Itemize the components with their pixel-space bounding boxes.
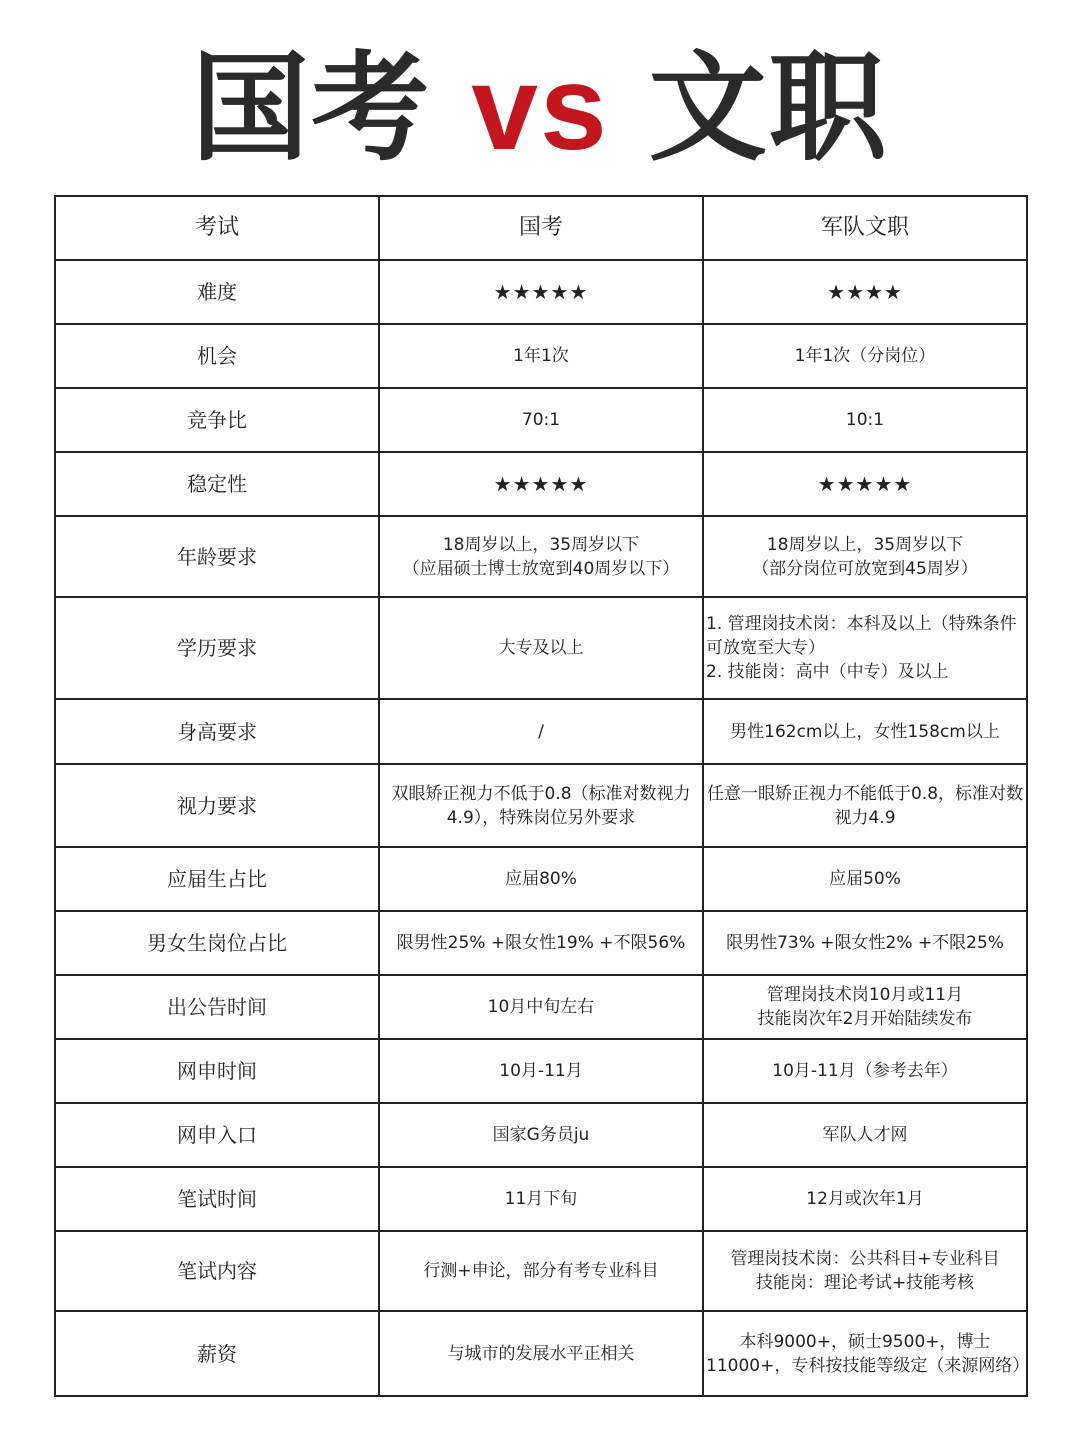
- table-row: [55, 764, 1027, 847]
- wenzhi-cell: 限男性73% +限女性2% +不限25%: [703, 911, 1027, 975]
- row-label: 年龄要求: [55, 516, 379, 597]
- guokao-cell: 10月-11月: [379, 1039, 703, 1103]
- table-row: [55, 388, 1027, 452]
- header-cell: 军队文职: [703, 196, 1027, 260]
- table-row: [55, 516, 1027, 597]
- row-label: 机会: [55, 324, 379, 388]
- row-label: 身高要求: [55, 699, 379, 764]
- table-row: [55, 1231, 1027, 1311]
- guokao-cell: /: [379, 699, 703, 764]
- row-label: 视力要求: [55, 764, 379, 847]
- guokao-cell: 应届80%: [379, 847, 703, 911]
- guokao-cell: 与城市的发展水平正相关: [379, 1311, 703, 1396]
- table-row: [55, 1167, 1027, 1231]
- wenzhi-cell: ★★★★★: [703, 452, 1027, 516]
- wenzhi-cell: 1年1次（分岗位）: [703, 324, 1027, 388]
- row-label: 竞争比: [55, 388, 379, 452]
- wenzhi-cell: 军队人才网: [703, 1103, 1027, 1167]
- wenzhi-cell: 应届50%: [703, 847, 1027, 911]
- guokao-cell: ★★★★★: [379, 452, 703, 516]
- title-right: 文职: [648, 39, 889, 177]
- wenzhi-cell: 男性162cm以上，女性158cm以上: [703, 699, 1027, 764]
- wenzhi-cell: 10:1: [703, 388, 1027, 452]
- table-row: [55, 699, 1027, 764]
- guokao-cell: 行测+申论，部分有考专业科目: [379, 1231, 703, 1311]
- wenzhi-cell: 12月或次年1月: [703, 1167, 1027, 1231]
- table-row: [55, 1039, 1027, 1103]
- table-row: [55, 1311, 1027, 1396]
- row-label: 笔试内容: [55, 1231, 379, 1311]
- row-label: 男女生岗位占比: [55, 911, 379, 975]
- table-row: [55, 324, 1027, 388]
- guokao-cell: 11月下旬: [379, 1167, 703, 1231]
- row-label: 薪资: [55, 1311, 379, 1396]
- guokao-cell: 双眼矫正视力不低于0.8（标准对数视力4.9），特殊岗位另外要求: [379, 764, 703, 847]
- wenzhi-cell: 10月-11月（参考去年）: [703, 1039, 1027, 1103]
- wenzhi-cell: 18周岁以上，35周岁以下 （部分岗位可放宽到45周岁）: [703, 516, 1027, 597]
- header-cell: 考试: [55, 196, 379, 260]
- comparison-table: [54, 195, 1028, 1397]
- table-row: [55, 975, 1027, 1039]
- table-header-row: [55, 196, 1027, 260]
- guokao-cell: 大专及以上: [379, 597, 703, 699]
- row-label: 应届生占比: [55, 847, 379, 911]
- row-label: 笔试时间: [55, 1167, 379, 1231]
- title-left: 国考: [191, 39, 432, 177]
- row-label: 学历要求: [55, 597, 379, 699]
- table-row: [55, 847, 1027, 911]
- row-label: 网申入口: [55, 1103, 379, 1167]
- guokao-cell: 1年1次: [379, 324, 703, 388]
- row-label: 难度: [55, 260, 379, 324]
- title-vs: vs: [471, 41, 609, 175]
- table-row: [55, 260, 1027, 324]
- wenzhi-cell: 管理岗技术岗10月或11月 技能岗次年2月开始陆续发布: [703, 975, 1027, 1039]
- header-cell: 国考: [379, 196, 703, 260]
- row-label: 稳定性: [55, 452, 379, 516]
- wenzhi-cell: ★★★★: [703, 260, 1027, 324]
- guokao-cell: 10月中旬左右: [379, 975, 703, 1039]
- wenzhi-cell: 管理岗技术岗：公共科目+专业科目 技能岗：理论考试+技能考核: [703, 1231, 1027, 1311]
- guokao-cell: 18周岁以上，35周岁以下 （应届硕士博士放宽到40周岁以下）: [379, 516, 703, 597]
- table-row: [55, 597, 1027, 699]
- guokao-cell: 70:1: [379, 388, 703, 452]
- guokao-cell: ★★★★★: [379, 260, 703, 324]
- guokao-cell: 限男性25% +限女性19% +不限56%: [379, 911, 703, 975]
- guokao-cell: 国家G务员ju: [379, 1103, 703, 1167]
- table-row: [55, 1103, 1027, 1167]
- wenzhi-cell: 本科9000+，硕士9500+，博士11000+，专科按技能等级定（来源网络）: [703, 1311, 1027, 1396]
- table-row: [55, 911, 1027, 975]
- wenzhi-cell: 任意一眼矫正视力不能低于0.8，标准对数视力4.9: [703, 764, 1027, 847]
- table-row: [55, 452, 1027, 516]
- row-label: 网申时间: [55, 1039, 379, 1103]
- wenzhi-cell: 1. 管理岗技术岗：本科及以上（特殊条件可放宽至大专） 2. 技能岗：高中（中专）及以上: [703, 597, 1027, 699]
- page-title: [0, 38, 1080, 178]
- row-label: 出公告时间: [55, 975, 379, 1039]
